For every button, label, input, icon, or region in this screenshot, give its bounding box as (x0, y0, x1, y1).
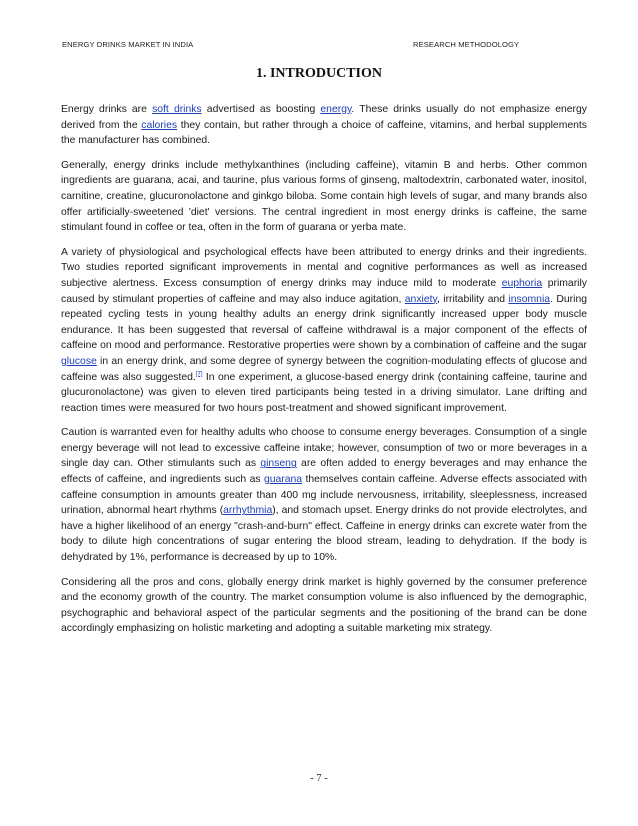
link-insomnia[interactable]: insomnia (508, 293, 551, 305)
paragraph-1 (61, 102, 587, 149)
text-span: , irritability and (436, 293, 509, 305)
link-guarana[interactable]: guarana (263, 474, 303, 486)
text-span: Caution is warranted even for healthy adults who choose to consume energy beverages. Consumption of a single energy beverage will not lead to excessive caffeine intake; however, consumption of two or more beverages in a single day can. Other stimulants such as (61, 427, 587, 470)
text-span: are often added to energy beverages and may enhance the effects of caffeine, and ingredients such as (61, 458, 587, 486)
paragraph-2: Generally, energy drinks include methylxanthines (including caffeine), vitamin B and herbs. Other common ingredients are guarana, acai, and taurine, plus various forms of ginseng, maltodextrin, carbonated water, inositol, carnitine, creatine, glucuronolactone and ginkgo biloba. Some contain high levels of sugar, and many brands also offer artificially-sweetened 'diet' versions. The central ingredient in most energy drinks is caffeine, the same stimulant found in coffee or tea, often in the form of guarana or yerba mate. (61, 159, 587, 234)
page-number: - 7 - (310, 773, 328, 784)
text-span: primarily caused by stimulant properties of caffeine and may also induce agitation, (61, 277, 587, 305)
link-energy[interactable]: energy (320, 104, 352, 115)
paragraph-5: Considering all the pros and cons, globally energy drink market is highly governed by the consumer preference and the economy growth of the country. The market consumption volume is also influenced by the demographic, psychographic and behavioral aspect of the particular segments and the positioning of the brand can be done accordingly emphasizing on holistic marketing and adopting a suitable marketing mix strategy. (61, 576, 587, 635)
link-ginseng[interactable]: ginseng (260, 458, 297, 470)
text-span: Energy drinks are (61, 104, 153, 115)
text-span: A variety of physiological and psychological effects have been attributed to energy drinks and their ingredients. Two studies reported significant improvements in mental and cognitive performances as well as increased subjective alertness. Excess consumption of energy drinks may induce mild to moderate (61, 246, 587, 289)
text-span: themselves contain caffeine. Adverse effects associated with caffeine consumption in amounts greater than 400 mg include nervousness, irritability, sleeplessness, increased urination, abnormal heart rhythms ( (61, 474, 587, 517)
body-content (61, 102, 587, 646)
text-span: they contain, but rather through a choice of caffeine, vitamins, and herbal supplements the manufacturer has combined. (61, 119, 588, 147)
link-soft-drinks[interactable]: soft drinks (152, 104, 202, 115)
text-span: . During repeated cycling tests in young healthy adults an energy drink significantly increased upper body muscle endurance. It has been suggested that reversal of caffeine withdrawal is a major component of the effects of caffeine on mood and performance. Restorative properties were shown by a combination of caffeine and the sugar (61, 293, 587, 352)
text-span: advertised as boosting (201, 104, 321, 115)
text-span: . These drinks usually do not emphasize energy derived from the (61, 104, 587, 131)
link-arrhythmia[interactable]: arrhythmia (223, 505, 273, 517)
header-right-title: RESEARCH METHODOLOGY (413, 40, 520, 49)
header-left-title: ENERGY DRINKS MARKET IN INDIA (62, 40, 194, 49)
paragraph-3 (61, 245, 587, 417)
section-title: 1. INTRODUCTION (255, 66, 382, 81)
text-span: ), and stomach upset. Energy drinks do not provide electrolytes, and have a higher likelihood of an energy "crash-and-burn" effect. Caffeine in energy drinks can excrete water from the body to dilute high concentrations of sugar entering the blood stream, leading to dehydration. If the body is dehydrated by 1%, performance is decreased by up to 10%. (61, 505, 587, 564)
link-glucose[interactable]: glucose (61, 355, 97, 367)
link-calories[interactable]: calories (141, 119, 178, 131)
link-anxiety[interactable]: anxiety (404, 293, 437, 305)
paragraph-4 (61, 425, 587, 565)
text-span: In one experiment, a glucose-based energy drink (containing caffeine, taurine and glucuronolactone) was given to eleven tired participants being tested in a driving simulator. Lane drifting and reaction times were measured for two hours post-treatment and showed significant improvement. (61, 371, 588, 414)
text-span: in an energy drink, and some degree of synergy between the cognition-modulating effects of glucose and caffeine was also suggested. (61, 355, 587, 383)
link-euphoria[interactable]: euphoria (501, 277, 543, 289)
citation-link-7[interactable]: [7] (195, 371, 203, 378)
running-header (62, 40, 576, 52)
